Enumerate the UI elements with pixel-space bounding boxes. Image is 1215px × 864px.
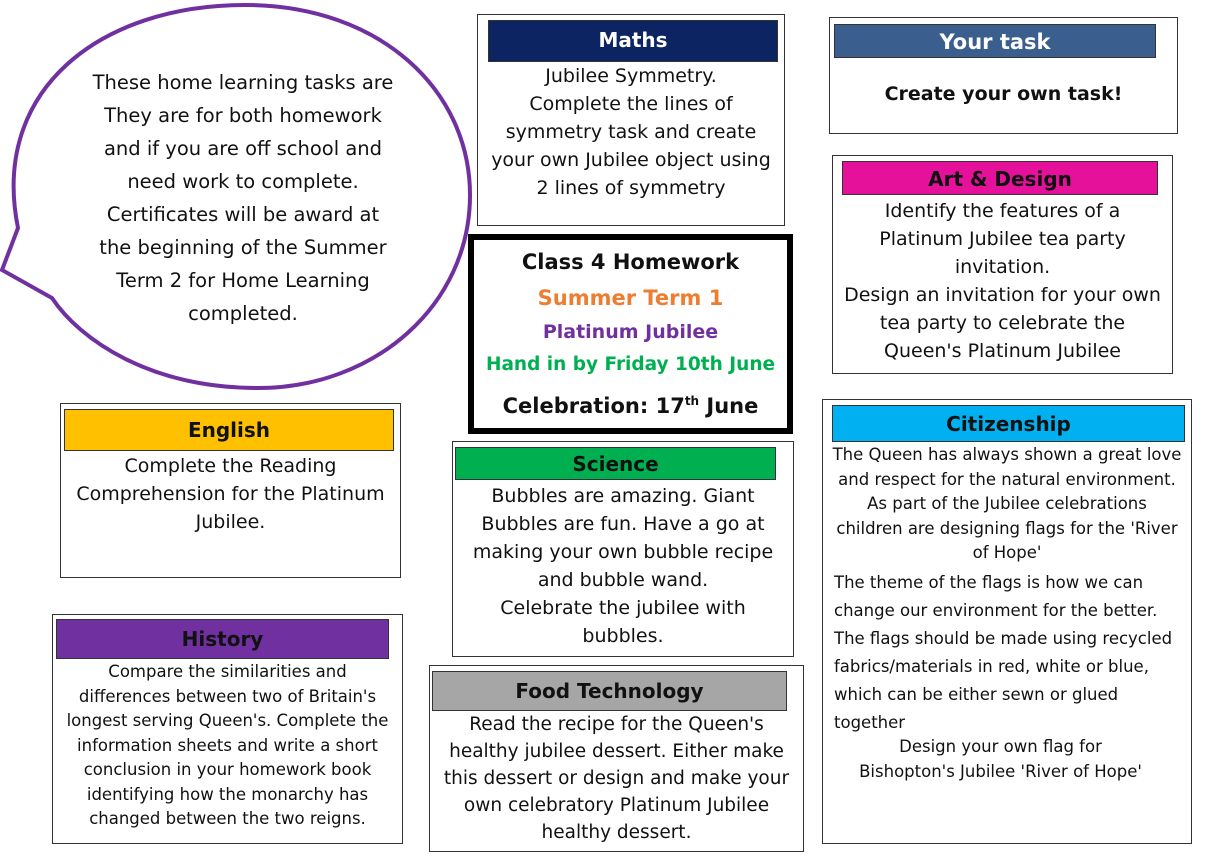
citizenship-intro <box>823 443 1191 566</box>
food-text <box>430 711 803 846</box>
maths-text <box>478 62 784 202</box>
bubble-line: need work to complete. <box>127 170 359 193</box>
bubble-line: the beginning of the Summer <box>99 236 387 259</box>
maths-line: symmetry task and create <box>505 121 757 143</box>
history-line: identifying how the monarchy has <box>86 784 369 804</box>
history-line: information sheets and write a short <box>77 735 378 755</box>
art-line: Identify the features of a <box>884 200 1121 222</box>
maths-line: 2 lines of symmetry <box>536 177 726 199</box>
science-line: Bubbles are fun. Have a go at <box>481 513 765 535</box>
citizenship-line: children are designing flags for the 'River <box>836 518 1178 538</box>
theme-label: Platinum Jubilee <box>542 321 719 343</box>
art-line: tea party to celebrate the <box>879 312 1126 334</box>
history-text <box>53 660 402 832</box>
citizenship-line: The Queen has always shown a great love <box>832 445 1182 464</box>
task-header: Your task <box>834 24 1156 58</box>
history-line: differences between two of Britain's <box>78 686 377 706</box>
art-line: Design an invitation for your own <box>844 284 1161 306</box>
bubble-line: completed. <box>188 302 298 325</box>
celebration-end: June <box>699 394 759 418</box>
class-title: Class 4 Homework <box>521 250 740 274</box>
bubble-line: and if you are off school and <box>103 137 383 160</box>
food-line: healthy jubilee dessert. Either make <box>449 741 784 762</box>
english-line: Jubilee. <box>195 511 266 533</box>
food-line: healthy dessert. <box>541 822 692 843</box>
citizenship-line: of Hope' <box>972 543 1042 562</box>
bubble-line: These home learning tasks are <box>92 71 394 94</box>
citizenship-body <box>834 569 1186 737</box>
art-line: Queen's Platinum Jubilee <box>884 340 1121 362</box>
science-line: and bubble wand. <box>537 569 709 591</box>
citizenship-line: Design your own flag for <box>899 737 1102 756</box>
art-line: Platinum Jubilee tea party <box>879 228 1126 250</box>
history-line: longest serving Queen's. Complete the <box>66 711 389 730</box>
task-text: Create your own task! <box>884 83 1123 105</box>
food-line: own celebratory Platinum Jubilee <box>463 795 770 816</box>
maths-line: your own Jubilee object using <box>491 149 771 171</box>
history-line: changed between the two reigns. <box>89 809 366 828</box>
term-label: Summer Term 1 <box>537 286 724 310</box>
english-line: Comprehension for the Platinum <box>76 483 385 505</box>
science-text <box>453 482 793 650</box>
citizenship-line: As part of the Jubilee celebrations <box>867 494 1147 513</box>
art-line: invitation. <box>954 256 1051 278</box>
maths-header: Maths <box>488 20 778 62</box>
history-line: conclusion in your homework book <box>83 760 372 779</box>
science-line: Bubbles are amazing. Giant <box>491 485 755 507</box>
citizenship-line: and respect for the natural environment. <box>838 469 1176 489</box>
food-line: Read the recipe for the Queen's <box>469 714 764 735</box>
bubble-line: Certificates will be award at <box>106 203 380 226</box>
science-header: Science <box>455 447 776 480</box>
bubble-line: Term 2 for Home Learning <box>116 269 370 292</box>
science-line: bubbles. <box>582 625 664 647</box>
maths-line: Complete the lines of <box>529 93 733 115</box>
citizenship-line: Bishopton's Jubilee 'River of Hope' <box>859 761 1142 781</box>
english-header: English <box>64 409 394 451</box>
citizenship-line: together <box>834 713 906 732</box>
english-line: Complete the Reading <box>124 455 337 477</box>
art-header: Art & Design <box>842 161 1158 195</box>
maths-line: Jubilee Symmetry. <box>545 65 717 87</box>
english-text <box>61 452 400 536</box>
title-text <box>474 244 787 425</box>
citizenship-outro <box>823 735 1178 784</box>
citizenship-header: Citizenship <box>832 405 1185 442</box>
hand-in-label: Hand in by Friday 10th June <box>485 354 776 375</box>
art-text <box>833 197 1172 365</box>
citizenship-line: The flags should be made using recycled <box>834 629 1173 648</box>
food-line: this dessert or design and make your <box>443 768 790 789</box>
citizenship-line: The theme of the flags is how we can <box>834 573 1144 592</box>
bubble-line: They are for both homework <box>104 104 382 127</box>
food-header: Food Technology <box>432 671 787 711</box>
history-line: Compare the similarities and <box>108 662 347 681</box>
history-header: History <box>56 619 389 659</box>
science-line: Celebrate the jubilee with <box>500 597 746 619</box>
bubble-text <box>78 66 408 330</box>
celebration-label <box>474 382 787 425</box>
citizenship-line: which can be either sewn or glued <box>834 685 1119 704</box>
citizenship-line: change our environment for the better. <box>834 601 1158 620</box>
citizenship-line: fabrics/materials in red, white or blue, <box>834 657 1149 676</box>
celebration-sup: th <box>684 394 700 408</box>
science-line: making your own bubble recipe <box>472 541 774 563</box>
celebration-text: Celebration: 17 <box>502 394 685 418</box>
